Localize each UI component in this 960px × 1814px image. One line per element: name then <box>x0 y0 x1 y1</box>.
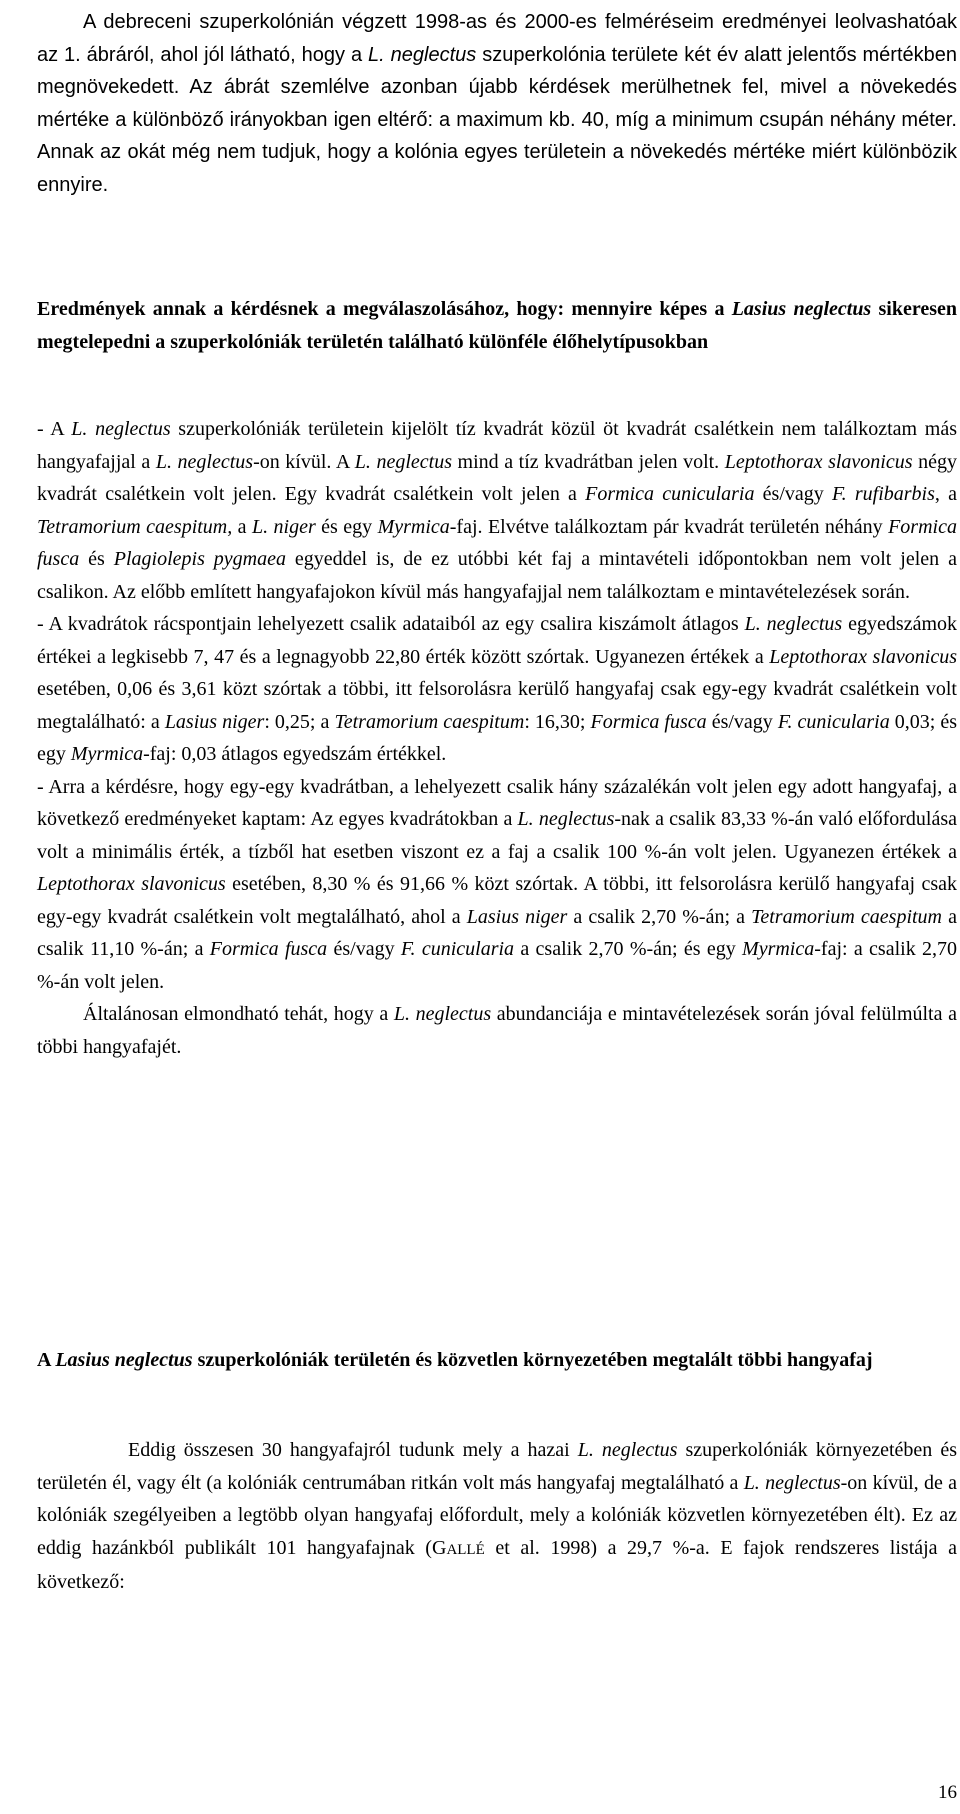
species-name: Formica cunicularia <box>585 483 755 505</box>
species-name: Formica fusca <box>37 515 957 570</box>
results-body <box>37 413 957 1063</box>
species-name: L. niger <box>251 515 316 538</box>
species-name: Tetramorium caespitum <box>751 905 943 928</box>
text: esetében, 0,06 és 3,61 közt szórtak a többi, itt felsorolásra kerülő hangyafaj csak egy-egy kvadrát csalétkein volt megtalálható: a <box>37 678 957 733</box>
text: mind a tíz kvadrátban jelen volt. <box>451 450 725 473</box>
species-name: Lasius neglectus <box>731 298 872 320</box>
text: : 16,30; <box>524 710 591 733</box>
species-name: Leptothorax slavonicus <box>769 645 957 668</box>
species-name: Tetramorium caespitum, <box>37 515 233 538</box>
species-name: Myrmica <box>377 515 450 538</box>
species-name: L. neglectus <box>517 808 615 830</box>
species-name: Myrmica <box>70 743 144 765</box>
species-name: L. neglectus <box>368 43 477 66</box>
text: 0,03; és egy <box>37 710 958 765</box>
species-name: Tetramorium caespitum <box>334 710 525 733</box>
text: egyedszámok értékei a legkisebb 7, 47 és a legnagyobb 22,80 érték között szórtak. Ugyanezen értékek a <box>37 613 958 668</box>
text: négy kvadrát csalétkein volt jelen. Egy kvadrát csalétkein volt jelen a <box>37 450 957 505</box>
intro-paragraph <box>37 6 957 201</box>
text: -on kívül. A <box>253 450 355 473</box>
results-heading <box>37 293 957 358</box>
text: a csalik 2,70 %-án; a <box>567 905 752 928</box>
text: -nak a csalik 83,33 %-án való előfordulása volt a minimális érték, a tízből hat esetben viszont ez a faj a csalik 100 %-án volt jelen. Ugyanezen értékek a <box>37 808 958 863</box>
text: esetében, 8,30 % és 91,66 % közt szórtak. A többi, itt felsorolásra kerülő hangyafaj csak egy-egy kvadrát csalétkein volt megtalálható, ahol a <box>37 873 957 928</box>
section-heading <box>37 1344 957 1377</box>
text: -faj. Elvétve találkoztam pár kvadrát területén néhány <box>449 515 889 538</box>
text: , a <box>934 483 957 505</box>
text: : 0,25; a <box>264 710 335 733</box>
text: és <box>79 548 114 570</box>
species-name: Plagiolepis pygmaea <box>113 548 286 570</box>
species-name: L. neglectus <box>393 1003 492 1025</box>
text: -on kívül, de a kolóniák szegélyeiben a legtöbb olyan hangyafaj előfordult, mely a kolóniák közvetlen környezetében élt). Ez az eddig hazánkból publikált 101 hangyafajnak ( <box>37 1471 957 1559</box>
species-name: Formica fusca <box>209 938 328 960</box>
results-paragraph-1 <box>37 413 957 608</box>
text: és/vagy <box>327 938 401 960</box>
text: és/vagy <box>754 483 832 505</box>
text: - A kvadrátok rácspontjain lehelyezett csalik adataiból az egy csalira kiszámolt átlagos <box>37 613 745 635</box>
results-paragraph-3 <box>37 771 957 999</box>
species-name: Leptothorax slavonicus <box>724 450 913 473</box>
author-name-initial: G <box>431 1536 447 1559</box>
text: Eredmények annak a kérdésnek a megválaszolásához, hogy: mennyire képes a <box>37 298 732 320</box>
species-name: F. rufibarbis <box>832 483 935 505</box>
species-name: Myrmica <box>742 938 815 960</box>
text: a csalik 2,70 %-án; és egy <box>514 938 743 960</box>
species-name: F. cunicularia <box>400 938 515 960</box>
text: Általánosan elmondható tehát, hogy a <box>83 1003 394 1025</box>
species-name: Lasius niger <box>164 710 265 733</box>
text: szuperkolóniák területein kijelölt tíz kvadrát közül öt kvadrát csalétkein nem találkoztam más hangyafajjal a <box>37 418 957 473</box>
species-name: Formica fusca <box>590 710 707 733</box>
text: egyeddel is, de ez utóbbi két faj a mintavételi időpontokban nem volt jelen a csalikon. Az előbb említett hangyafajokon kívül más hangyafajjal nem találkoztam e mintavételezések során. <box>37 548 957 603</box>
species-name: L. neglectus <box>577 1439 678 1461</box>
species-name: L. neglectus <box>354 450 452 473</box>
text: a csalik 11,10 %-án; a <box>37 905 957 960</box>
species-name: Lasius neglectus <box>55 1349 193 1371</box>
species-name: F. cunicularia <box>777 710 890 733</box>
section-paragraph <box>37 1434 957 1599</box>
text: - A <box>37 418 72 440</box>
text: a <box>232 515 252 538</box>
text: és egy <box>315 515 378 538</box>
text: A <box>37 1349 56 1371</box>
text: abundanciája e mintavételezések során jóval felülmúlta a többi hangyafajét. <box>37 1003 957 1058</box>
text: szuperkolóniák környezetében és területén él, vagy élt (a kolóniák centrumában ritkán volt más hangyafaj megtalálható a <box>37 1439 958 1494</box>
text: szuperkolónia területe két év alatt jelentős mértékben megnövekedett. Az ábrát szemlélve azonban újabb kérdések merülhetnek fel, mivel a növekedés mértéke a különböző irányokban igen eltérő: a maximum kb. 40, míg a minimum csupán néhány méter. Annak az okát még nem tudjuk, hogy a kolónia egyes területein a növekedés mértéke miért különbözik ennyire. <box>37 43 957 196</box>
text: -faj: a csalik 2,70 %-án volt jelen. <box>37 938 958 993</box>
text: sikeresen megtelepedni a szuperkolóniák területén található különféle élőhelytípusokban <box>37 298 958 353</box>
species-name: L. neglectus <box>744 613 843 635</box>
page-number: 16 <box>938 1782 957 1803</box>
species-name: Lasius niger <box>466 905 568 928</box>
text: szuperkolóniák területén és közvetlen környezetében megtalált többi hangyafaj <box>192 1349 873 1371</box>
results-paragraph-4 <box>37 998 957 1063</box>
species-name: L. neglectus <box>71 418 171 440</box>
text: és/vagy <box>706 710 778 733</box>
species-name: L. neglectus <box>743 1471 841 1494</box>
author-name-small-caps: ALLÉ <box>446 1541 485 1558</box>
text: -faj: 0,03 átlagos egyedszám értékkel. <box>143 743 447 765</box>
text: et al. 1998) a 29,7 %-a. E fajok rendszeres listája a következő: <box>37 1536 958 1593</box>
species-name: L. neglectus <box>155 450 254 473</box>
text: A debreceni szuperkolónián végzett 1998-as és 2000-es felméréseim eredményei leolvashatóak az 1. ábráról, ahol jól látható, hogy a <box>37 11 957 66</box>
text: Eddig összesen 30 hangyafajról tudunk mely a hazai <box>128 1439 578 1461</box>
results-paragraph-2 <box>37 608 957 771</box>
text: - Arra a kérdésre, hogy egy-egy kvadrátban, a lehelyezett csalik hány százalékán volt jelen egy adott hangyafaj, a következő eredményeket kaptam: Az egyes kvadrátokban a <box>37 775 957 830</box>
species-name: Leptothorax slavonicus <box>37 873 226 895</box>
